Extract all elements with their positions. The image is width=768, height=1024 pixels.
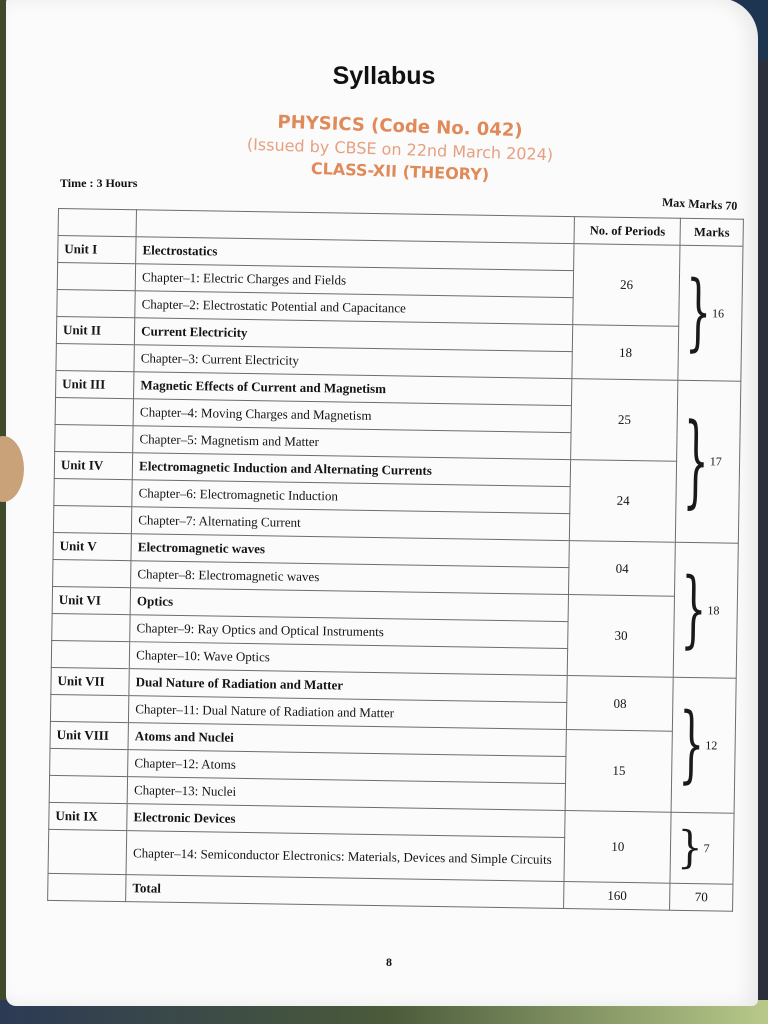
chapter-cell: Chapter–7: Alternating Current [132, 507, 571, 541]
brace-icon: } [680, 561, 708, 659]
marks-value: 12 [705, 737, 718, 752]
periods-cell: 25 [571, 379, 678, 462]
chapter-cell: Chapter–5: Magnetism and Matter [133, 426, 572, 460]
unit-cell: Unit V [53, 532, 132, 560]
unit-title-cell: Magnetic Effects of Current and Magnetism [134, 372, 573, 406]
unit-cell [54, 478, 133, 506]
unit-title-cell: Electrostatics [136, 237, 575, 271]
chapter-cell: Chapter–8: Electromagnetic waves [131, 561, 570, 595]
chapter-cell: Chapter–13: Nuclei [127, 777, 566, 811]
periods-cell: 26 [573, 244, 680, 327]
unit-cell [55, 424, 134, 452]
chapter-cell: Chapter–11: Dual Nature of Radiation and Matter [129, 696, 568, 730]
chapter-cell: Chapter–12: Atoms [128, 750, 567, 784]
marks-brace-group [682, 403, 733, 520]
periods-cell: 15 [565, 730, 672, 813]
marks-cell [670, 812, 734, 884]
unit-cell: Unit IX [49, 802, 128, 830]
unit-cell: Unit VI [52, 586, 131, 614]
marks-brace-group [678, 696, 729, 794]
marks-cell [673, 542, 738, 678]
marks-brace-group [684, 264, 735, 362]
unit-cell [48, 873, 127, 901]
unit-cell [53, 559, 132, 587]
marks-cell: 70 [670, 883, 733, 911]
periods-cell: 04 [569, 541, 676, 597]
unit-title-cell: Current Electricity [135, 318, 574, 352]
unit-cell: Unit II [56, 316, 135, 344]
chapter-cell: Chapter–2: Electrostatic Potential and Capacitance [135, 291, 574, 325]
unit-title-cell: Electromagnetic Induction and Alternating Currents [132, 453, 571, 487]
table-body [48, 236, 743, 912]
marks-value: 16 [711, 305, 725, 320]
chapter-cell: Chapter–14: Semiconductor Electronics: Materials, Devices and Simple Circuits [126, 831, 565, 882]
unit-title-cell: Dual Nature of Radiation and Matter [129, 669, 568, 703]
brace-icon: } [684, 264, 712, 362]
subject-line: PHYSICS (Code No. 042) [277, 111, 523, 142]
unit-cell: Unit IV [54, 451, 133, 479]
unit-cell: Unit VII [51, 667, 130, 695]
brace-icon: } [676, 822, 704, 874]
unit-cell [53, 505, 132, 533]
header-unit [58, 209, 137, 237]
unit-title-cell: Total [126, 875, 565, 909]
marks-brace-group [680, 561, 731, 659]
marks-brace-group [676, 822, 727, 874]
unit-cell [57, 289, 136, 317]
unit-cell [57, 263, 136, 291]
marks-value: 18 [707, 602, 720, 617]
unit-title-cell: Optics [130, 588, 569, 622]
unit-title-cell: Electronic Devices [127, 804, 566, 838]
marks-cell [678, 245, 743, 381]
unit-cell [55, 397, 134, 425]
unit-cell: Unit I [58, 236, 137, 264]
brace-icon: } [682, 403, 710, 520]
chapter-cell: Chapter–3: Current Electricity [134, 345, 573, 379]
page-title: Syllabus [332, 62, 436, 90]
header-marks: Marks [680, 218, 743, 246]
issued-line: (Issued by CBSE on 22nd March 2024) [246, 134, 554, 165]
unit-cell: Unit III [56, 370, 135, 398]
marks-cell [676, 380, 741, 543]
unit-cell [56, 343, 135, 371]
unit-cell [50, 694, 129, 722]
chapter-cell: Chapter–6: Electromagnetic Induction [132, 480, 571, 514]
periods-cell: 30 [568, 595, 675, 678]
unit-cell [50, 748, 129, 776]
unit-cell [48, 829, 127, 874]
periods-cell: 08 [567, 676, 674, 732]
unit-cell: Unit VIII [50, 721, 129, 749]
marks-value: 7 [703, 840, 710, 855]
brace-icon: } [678, 696, 706, 794]
chapter-cell: Chapter–1: Electric Charges and Fields [135, 264, 574, 298]
page-number: 8 [386, 955, 392, 969]
class-line: CLASS-XII (THEORY) [310, 158, 490, 185]
periods-cell: 24 [570, 460, 677, 543]
chapter-cell: Chapter–10: Wave Optics [129, 642, 568, 676]
unit-cell [52, 613, 131, 641]
periods-cell: 160 [564, 882, 670, 911]
unit-cell [49, 775, 128, 803]
unit-cell [51, 640, 130, 668]
chapter-cell: Chapter–9: Ray Optics and Optical Instruments [130, 615, 569, 649]
periods-cell: 18 [572, 325, 679, 381]
periods-cell: 10 [564, 811, 671, 884]
chapter-cell: Chapter–4: Moving Charges and Magnetism [133, 399, 572, 433]
unit-title-cell: Atoms and Nuclei [128, 723, 567, 757]
syllabus-table [47, 208, 744, 912]
marks-cell [671, 677, 736, 813]
time-label: Time : 3 Hours [60, 176, 138, 190]
marks-value: 17 [709, 454, 722, 469]
max-marks-label: Max Marks 70 [661, 195, 738, 213]
header-periods: No. of Periods [574, 217, 680, 246]
unit-title-cell: Electromagnetic waves [131, 534, 570, 568]
